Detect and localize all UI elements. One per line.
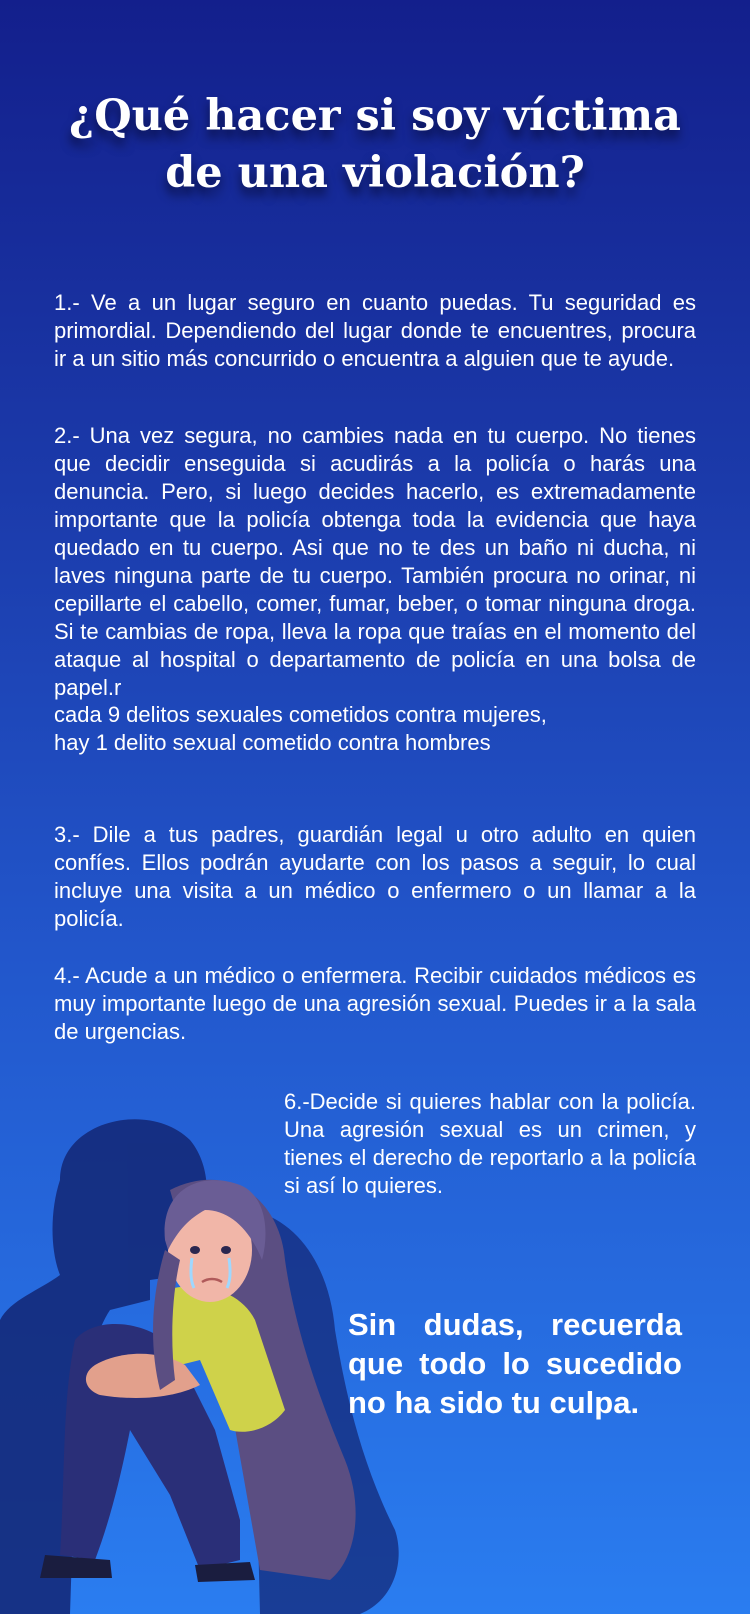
eye-left xyxy=(190,1246,200,1254)
closing-message: Sin dudas, recuerda que todo lo sucedido no ha sido tu culpa. xyxy=(348,1307,682,1420)
step-2-tail xyxy=(54,701,696,757)
step-4-text: 4.- Acude a un médico o enfermera. Recibir cuidados médicos es muy importante luego de una agresión sexual. Puedes ir a la sala de urgencias. xyxy=(54,963,696,1044)
step-2-text: 2.- Una vez segura, no cambies nada en tu cuerpo. No tienes que decidir enseguida si acudirás a la policía o harás una denuncia. Pero, si luego decides hacerlo, es extremadamente importante que la policía obtenga toda la evidencia que haya quedado en tu cuerpo. Asi que no te des un baño ni ducha, ni laves ninguna parte de tu cuerpo. También procura no orinar, ni cepillarte el cabello, comer, fumar, beber, o tomar ninguna droga. Si te cambias de ropa, lleva la ropa que traías en el momento del ataque al hospital o departamento de policía en una bolsa de papel.r xyxy=(54,423,696,700)
eye-right xyxy=(221,1246,231,1254)
shoe-left xyxy=(40,1555,112,1578)
step-6-text: 6.-Decide si quieres hablar con la policía. Una agresión sexual es un crimen, y tienes el derecho de reportarlo a la policía si así lo quieres. xyxy=(284,1089,696,1198)
step-1-text: 1.- Ve a un lugar seguro en cuanto puedas. Tu seguridad es primordial. Dependiendo del lugar donde te encuentres, procura ir a un sitio más concurrido o encuentra a alguien que te ayude. xyxy=(54,290,696,371)
step-2-tail-line-1: cada 9 delitos sexuales cometidos contra mujeres, xyxy=(54,702,547,727)
title-line-1: ¿Qué hacer si soy víctima xyxy=(69,91,681,141)
title-line-2: de una violación? xyxy=(165,148,585,198)
step-3-text: 3.- Dile a tus padres, guardián legal u otro adulto en quien confíes. Ellos podrán ayudarte con los pasos a seguir, lo cual incluye una visita a un médico o enfermero o un llamar a la policía. xyxy=(54,822,696,931)
page-title xyxy=(0,88,750,202)
shoe-right xyxy=(195,1562,255,1582)
step-2-tail-line-2: hay 1 delito sexual cometido contra hombres xyxy=(54,730,491,755)
